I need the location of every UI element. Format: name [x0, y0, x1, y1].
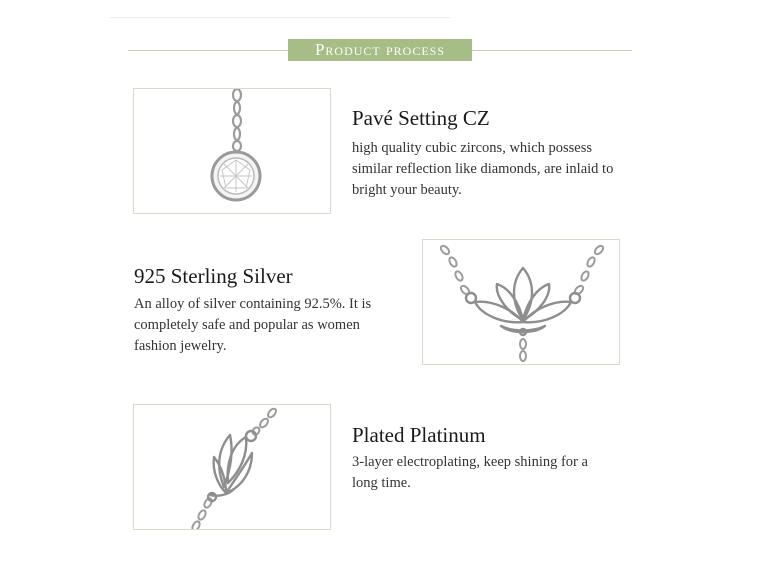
header-line-left	[128, 50, 288, 51]
photo-lotus-pendant	[422, 239, 620, 365]
section-title-sterling-silver: 925 Sterling Silver	[134, 264, 293, 288]
lotus-pendant-icon	[423, 240, 619, 364]
top-divider	[110, 17, 450, 18]
pendant-cz-icon	[134, 89, 330, 213]
section-header: Product process	[288, 39, 472, 61]
lotus-side-icon	[134, 405, 330, 529]
section-title-plated-platinum: Plated Platinum	[352, 423, 486, 447]
header-line-right	[472, 50, 632, 51]
section-description-plated-platinum: 3-layer electroplating, keep shining for a long time.	[352, 454, 588, 491]
section-description-pave-setting: high quality cubic zircons, which possess similar reflection like diamonds, are inlaid to bright your beauty.	[352, 140, 614, 198]
photo-pendant-cz	[133, 88, 331, 214]
photo-lotus-side	[133, 404, 331, 530]
section-description-sterling-silver: An alloy of silver containing 92.5%. It is completely safe and popular as women fashion jewelry.	[134, 296, 372, 354]
section-title-pave-setting: Pavé Setting CZ	[352, 106, 490, 130]
